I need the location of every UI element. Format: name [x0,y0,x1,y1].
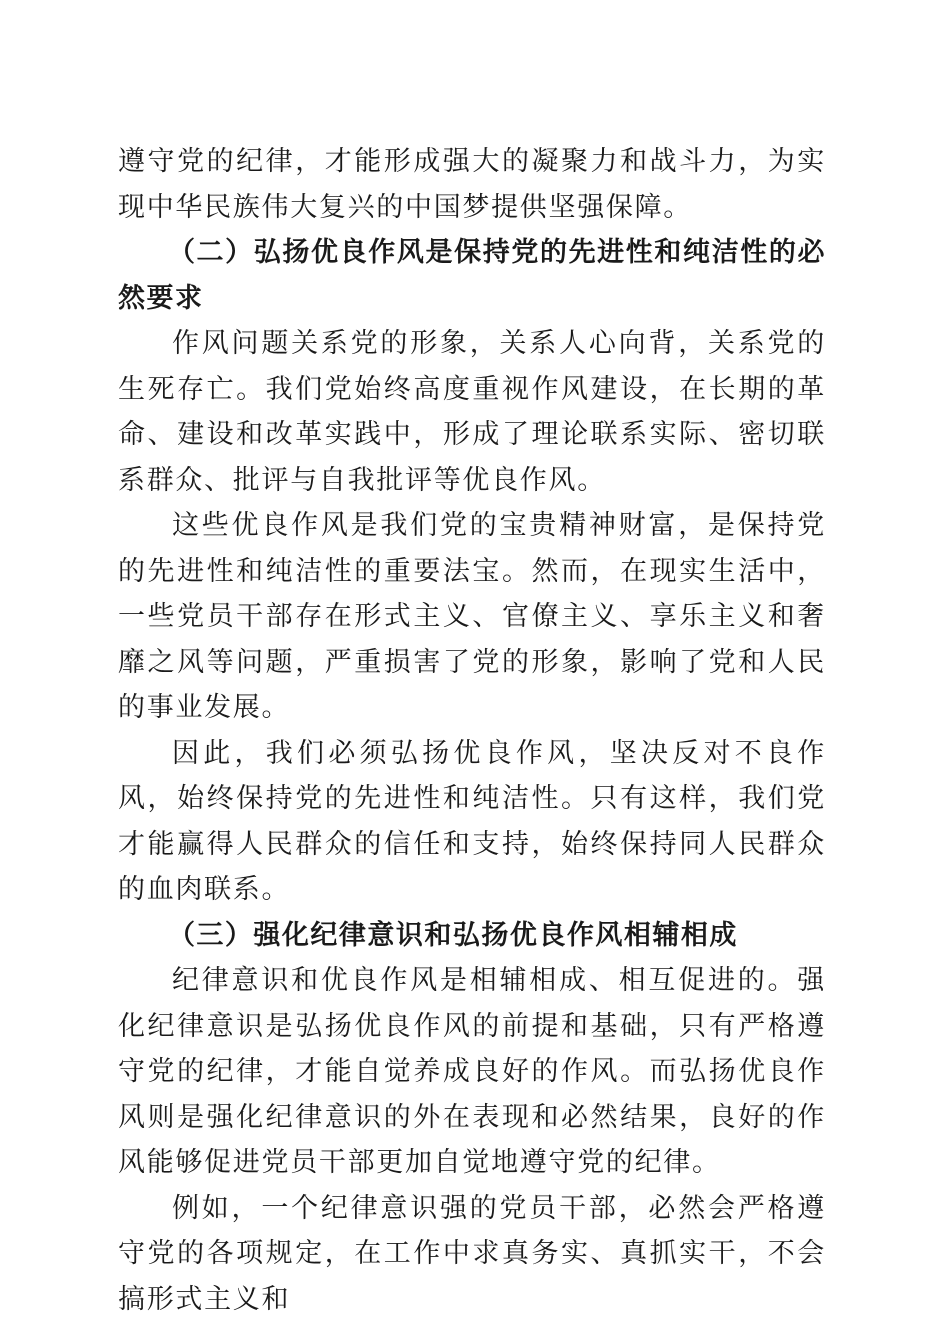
paragraph: 因此，我们必须弘扬优良作风，坚决反对不良作风，始终保持党的先进性和纯洁性。只有这样，我们党才能赢得人民群众的信任和支持，始终保持同人民群众的血肉联系。 [118,737,826,905]
paragraph: 纪律意识和优良作风是相辅相成、相互促进的。强化纪律意识是弘扬优良作风的前提和基础，只有严格遵守党的纪律，才能自觉养成良好的作风。而弘扬优良作风则是强化纪律意识的外在表现和必然结果，良好的作风能够促进党员干部更加自觉地遵守党的纪律。 [118,965,826,1178]
paragraph: 作风问题关系党的形象，关系人心向背，关系党的生死存亡。我们党始终高度重视作风建设，在长期的革命、建设和改革实践中，形成了理论联系实际、密切联系群众、批评与自我批评等优良作风。 [118,328,826,496]
paragraph: 例如，一个纪律意识强的党员干部，必然会严格遵守党的各项规定，在工作中求真务实、真抓实干，不会搞形式主义和 [118,1192,826,1315]
section-heading-2: （二）弘扬优良作风是保持党的先进性和纯洁性的必然要求 [118,237,826,314]
paragraph: 这些优良作风是我们党的宝贵精神财富，是保持党的先进性和纯洁性的重要法宝。然而，在现实生活中，一些党员干部存在形式主义、官僚主义、享乐主义和奢靡之风等问题，严重损害了党的形象，影响了党和人民的事业发展。 [118,510,826,723]
paragraph-continuation: 遵守党的纪律，才能形成强大的凝聚力和战斗力，为实现中华民族伟大复兴的中国梦提供坚强保障。 [118,146,826,223]
section-heading-3: （三）强化纪律意识和弘扬优良作风相辅相成 [167,919,738,951]
document-page [118,139,826,1322]
